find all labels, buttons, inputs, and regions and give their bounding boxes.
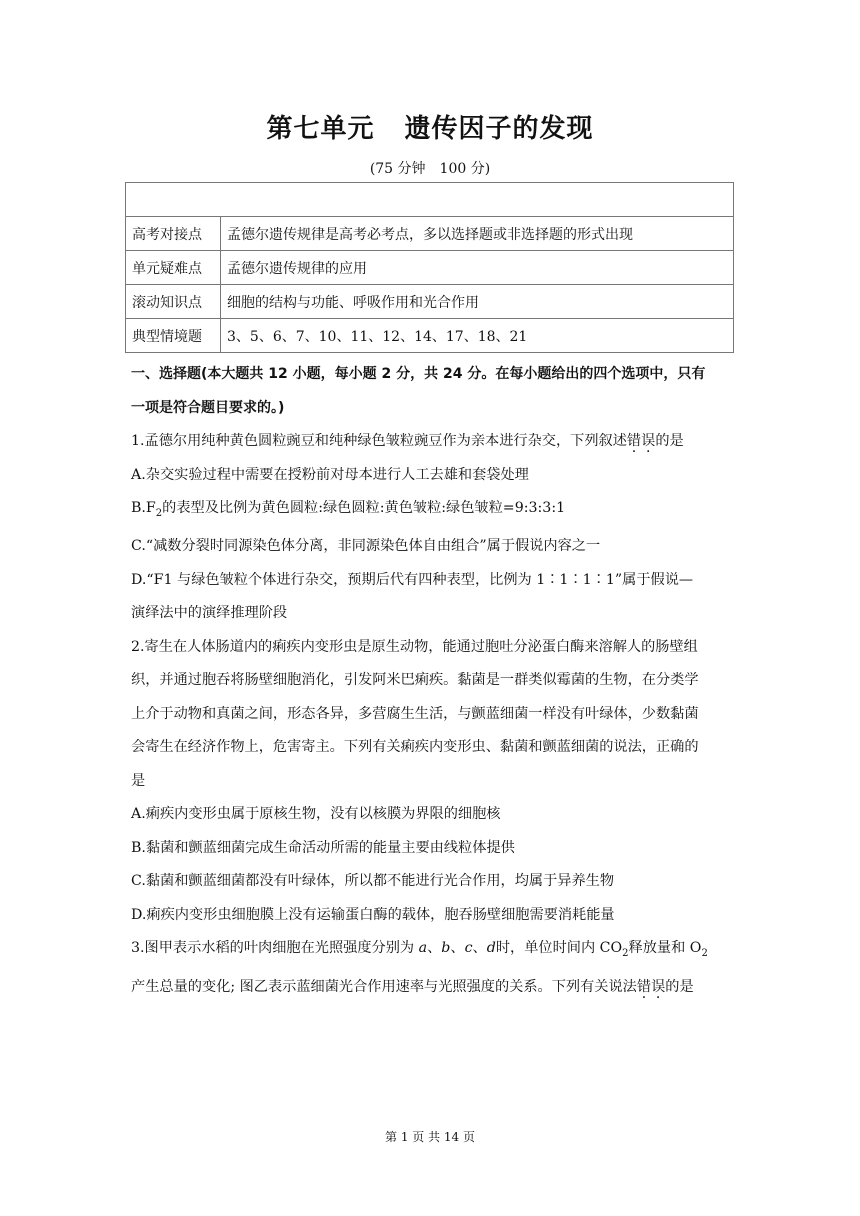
q1-option-a: A.杂交实验过程中需要在授粉前对母本进行人工去雄和套袋处理 xyxy=(131,466,529,483)
q2-stem-line5: 是 xyxy=(131,772,146,789)
q2-stem-line3: 上介于动物和真菌之间，形态各异，多营腐生生活，与颤蓝细菌一样没有叶绿体，少数黏菌 xyxy=(131,705,699,722)
q2-stem-line4: 会寄生在经济作物上，危害寄主。下列有关痢疾内变形虫、黏菌和颤蓝细菌的说法，正确的 xyxy=(131,739,699,756)
q2-option-c: C.黏菌和颤蓝细菌都没有叶绿体，所以都不能进行光合作用，均属于异养生物 xyxy=(131,873,615,890)
emphasis-char: 错 xyxy=(636,978,652,995)
page-title xyxy=(0,108,860,145)
q1-stem-end: 的是 xyxy=(655,433,684,449)
subscript: 2 xyxy=(701,948,708,960)
q1-option-d-line1: D.“F1 与绿色皱粒个体进行杂交，预期后代有四种表型，比例为 1∶1∶1∶1”属于假说— xyxy=(131,571,694,588)
var-a: a xyxy=(418,940,428,957)
table-row xyxy=(126,217,734,251)
q3-text: 产生总量的变化; 图乙表示蓝细菌光合作用速率与光照强度的关系。下列有关说法 xyxy=(131,978,637,995)
subscript: 2 xyxy=(155,507,163,519)
var-c: c xyxy=(464,940,473,957)
page-footer: 第 1 页 共 14 页 xyxy=(385,1130,475,1144)
q3-text: 时，单位时间内 CO xyxy=(495,940,623,957)
separator: 、 xyxy=(450,940,465,957)
q3-text: 释放量和 O xyxy=(628,940,702,957)
table-row xyxy=(126,319,734,353)
separator: 、 xyxy=(472,940,487,957)
table-key: 典型情境题 xyxy=(126,319,221,353)
section-heading-line1: 一、选择题(本大题共 12 小题，每小题 2 分，共 24 分。在每小题给出的四个选项中，只有 xyxy=(131,366,706,382)
emphasis-char: 误 xyxy=(641,433,656,449)
q1-option-b xyxy=(131,492,735,530)
q3-text: 的是 xyxy=(665,978,694,995)
table-key: 单元疑难点 xyxy=(126,251,221,285)
table-row xyxy=(126,251,734,285)
separator: 、 xyxy=(427,940,442,957)
title-topic: 遗传因子的发现 xyxy=(404,114,594,144)
title-unit: 第七单元 xyxy=(266,114,375,144)
table-row xyxy=(126,285,734,319)
table-header-empty xyxy=(126,183,734,217)
q3-stem-line2 xyxy=(131,971,735,1005)
q2-option-b: B.黏菌和颤蓝细菌完成生命活动所需的能量主要由线粒体提供 xyxy=(131,839,515,856)
var-d: d xyxy=(486,940,496,957)
table-key: 滚动知识点 xyxy=(126,285,221,319)
emphasis-char: 错 xyxy=(626,433,642,449)
subscript: 2 xyxy=(622,948,629,960)
q3-stem-line1 xyxy=(131,932,735,970)
q3-text: 3.图甲表示水稻的叶肉细胞在光照强度分别为 xyxy=(131,940,415,957)
exam-duration-score: (75 分钟 100 分) xyxy=(369,161,491,177)
table-value: 3、5、6、7、10、11、12、14、17、18、21 xyxy=(221,319,734,353)
q1-b-prefix: B.F xyxy=(131,500,156,516)
section-heading-line2: 一项是符合题目要求的。) xyxy=(131,399,285,416)
q1-option-c: C.“减数分裂时同源染色体分离，非同源染色体自由组合”属于假说内容之一 xyxy=(131,538,601,555)
emphasis-char: 误 xyxy=(651,978,666,995)
table-row xyxy=(126,183,734,217)
table-value: 细胞的结构与功能、呼吸作用和光合作用 xyxy=(221,285,734,319)
q1-stem-text: 1.孟德尔用纯种黄色圆粒豌豆和纯种绿色皱粒豌豆作为亲本进行杂交，下列叙述 xyxy=(131,433,627,449)
info-table xyxy=(125,182,734,353)
var-b: b xyxy=(441,940,451,957)
question-body xyxy=(131,358,735,1004)
q2-option-a: A.痢疾内变形虫属于原核生物，没有以核膜为界限的细胞核 xyxy=(131,806,501,823)
table-key: 高考对接点 xyxy=(126,217,221,251)
table-value: 孟德尔遗传规律的应用 xyxy=(221,251,734,285)
q2-option-d: D.痢疾内变形虫细胞膜上没有运输蛋白酶的载体，胞吞肠壁细胞需要消耗能量 xyxy=(131,906,615,923)
q2-stem-line2: 织，并通过胞吞将肠壁细胞消化，引发阿米巴痢疾。黏菌是一群类似霉菌的生物，在分类学 xyxy=(131,672,699,689)
table-value: 孟德尔遗传规律是高考必考点，多以选择题或非选择题的形式出现 xyxy=(221,217,734,251)
q2-stem-line1: 2.寄生在人体肠道内的痢疾内变形虫是原生动物，能通过胞吐分泌蛋白酶来溶解人的肠壁组 xyxy=(131,638,698,655)
q1-b-text: 的表型及比例为黄色圆粒:绿色圆粒:黄色皱粒:绿色皱粒=9:3:3:1 xyxy=(162,500,566,516)
q1-stem xyxy=(131,425,735,459)
q1-option-d-line2: 演绎法中的演绎推理阶段 xyxy=(131,605,288,622)
